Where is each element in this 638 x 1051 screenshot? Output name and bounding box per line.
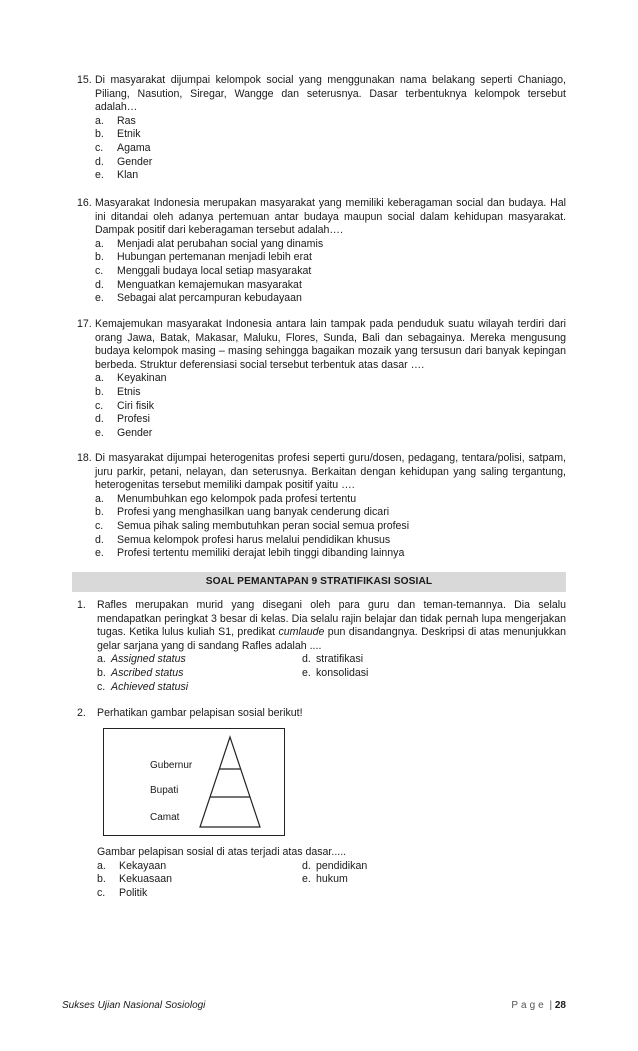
option-e[interactable]: [95, 292, 566, 306]
options-grid: [97, 653, 566, 694]
options-list: [95, 115, 566, 183]
option-text: stratifikasi: [316, 653, 364, 666]
options-list: [95, 493, 566, 561]
option-text: Ciri fisik: [117, 399, 155, 412]
option-c[interactable]: [95, 400, 566, 414]
option-text: Profesi: [117, 413, 150, 426]
option-letter: a.: [95, 492, 104, 505]
option-d[interactable]: [95, 534, 566, 548]
option-letter: d.: [95, 155, 104, 168]
option-text: Etnik: [117, 128, 141, 141]
option-letter: c.: [95, 519, 104, 532]
option-text: Klan: [117, 169, 139, 182]
question-stem: Kemajemukan masyarakat Indonesia antara lain tampak pada penduduk suatu wilayah terdiri dari orang Jawa, Batak, Makasar, Maluku, Flores, Sunda, Bali dan sebagainya. Mereka mengusung budaya kelompok masing – masing sehingga bagaikan mozaik yang tersusun dari banyak kepingan berbeda. Struktur deferensiasi social tersebut terbentuk atas dasar ….: [95, 318, 566, 371]
option-letter: d.: [95, 533, 104, 546]
option-text: Profesi yang menghasilkan uang banyak cenderung dicari: [117, 506, 390, 519]
section-question-2-body: [77, 846, 566, 900]
pyramid-diagram: [104, 729, 284, 835]
page-number: 28: [554, 1000, 566, 1011]
option-letter: c.: [95, 264, 104, 277]
option-text: Keyakinan: [117, 372, 167, 385]
option-b[interactable]: [95, 386, 566, 400]
question-number: 18.: [77, 452, 92, 464]
option-a[interactable]: [95, 493, 566, 507]
option-a[interactable]: [95, 238, 566, 252]
options-grid: [97, 860, 566, 901]
stratification-figure: [103, 728, 285, 836]
option-d[interactable]: [95, 156, 566, 170]
option-letter: e.: [95, 169, 104, 182]
option-a[interactable]: [95, 372, 566, 386]
option-letter: b.: [95, 385, 104, 398]
option-text: Kekayaan: [119, 859, 167, 872]
option-letter: e.: [302, 873, 311, 886]
question-15: [77, 74, 566, 183]
option-letter: a.: [95, 237, 104, 250]
question-16: [77, 197, 566, 306]
option-text: Semua kelompok profesi harus melalui pendidikan khusus: [117, 533, 391, 546]
option-e[interactable]: [302, 667, 502, 681]
stem-text: Rafles merupakan murid yang disegani oleh para guru dan teman-temannya. Dia selalu mendapatkan peringkat 3 besar di kelas. Dia selalu rajin belajar dan tidak pernah lupa mengerjakan tugas. Ketika lulus kuliah S1, predikat: [97, 599, 566, 639]
question-stem: Perhatikan gambar pelapisan sosial berikut!: [97, 707, 303, 719]
option-text: Hubungan pertemanan menjadi lebih erat: [117, 251, 312, 264]
option-letter: c.: [95, 141, 104, 154]
option-letter: c.: [95, 399, 104, 412]
option-text: Etnis: [117, 385, 141, 398]
question-17: [77, 318, 566, 440]
option-text: Kekuasaan: [119, 873, 173, 886]
stem-emphasis: cumlaude: [278, 626, 325, 639]
question-number: 17.: [77, 318, 92, 330]
question-18: [77, 452, 566, 561]
option-text: Profesi tertentu memiliki derajat lebih tinggi dibanding lainnya: [117, 547, 405, 560]
pyramid-label-camat: Camat: [150, 812, 180, 823]
option-b[interactable]: [97, 873, 302, 887]
option-text: pendidikan: [316, 859, 368, 872]
stem-text: pun disandangnya. Deskripsi di atas menunjukkan gelar sarjana yang di sandang Rafles adalah ....: [97, 626, 566, 652]
option-letter: c.: [97, 680, 106, 693]
section-question-2: [77, 707, 566, 721]
option-b[interactable]: [95, 251, 566, 265]
option-letter: a.: [95, 114, 104, 127]
option-text: hukum: [316, 873, 348, 886]
page-word: Page: [511, 1000, 547, 1011]
option-text: Menguatkan kemajemukan masyarakat: [117, 278, 302, 291]
option-letter: a.: [95, 372, 104, 385]
question-number: 2.: [77, 707, 86, 719]
option-letter: d.: [95, 278, 104, 291]
option-a[interactable]: [95, 115, 566, 129]
options-list: [95, 238, 566, 306]
option-letter: b.: [97, 666, 106, 679]
option-letter: a.: [97, 859, 106, 872]
question-stem: Di masyarakat dijumpai heterogenitas profesi seperti guru/dosen, pedagang, tentara/polisi, satpam, juru parkir, petani, nelayan, dan seterusnya. Berkaitan dengan kehidupan yang saling tergantung, heterogenitas tersebut memiliki dampak positif yaitu ….: [95, 452, 566, 492]
option-text: Assigned status: [111, 653, 186, 666]
option-letter: e.: [302, 666, 311, 679]
option-letter: b.: [95, 506, 104, 519]
option-d[interactable]: [95, 279, 566, 293]
option-letter: b.: [97, 873, 106, 886]
option-text: Semua pihak saling membutuhkan peran social semua profesi: [117, 519, 410, 532]
option-letter: e.: [95, 426, 104, 439]
option-letter: a.: [97, 653, 106, 666]
option-text: Agama: [117, 141, 151, 154]
option-d[interactable]: [302, 653, 502, 667]
option-e[interactable]: [95, 547, 566, 561]
footer-book-title: Sukses Ujian Nasional Sosiologi: [62, 1000, 206, 1011]
option-letter: e.: [95, 292, 104, 305]
option-letter: e.: [95, 547, 104, 560]
question-stem: Masyarakat Indonesia merupakan masyarakat yang memiliki keberagaman social dan budaya. Hal ini ditandai oleh adanya pertemuan antar budaya maupun social dalam kehidupan masyarakat. Dampak positif dari keberagaman tersebut adalah….: [95, 197, 566, 237]
question-stem: Di masyarakat dijumpai kelompok social yang menggunakan nama belakang seperti Chaniago, Piliang, Nasution, Siregar, Wangge dan seterusnya. Dasar terbentuknya kelompok tersebut adalah…: [95, 74, 566, 114]
option-text: Gender: [117, 155, 153, 168]
pyramid-label-gubernur: Gubernur: [150, 760, 193, 771]
option-text: Achieved statusi: [111, 680, 189, 693]
option-text: Sebagai alat percampuran kebudayaan: [117, 292, 302, 305]
option-b[interactable]: [95, 128, 566, 142]
option-b[interactable]: [97, 667, 302, 681]
question-number: 16.: [77, 197, 92, 209]
option-c[interactable]: [97, 887, 302, 901]
option-letter: c.: [97, 886, 106, 899]
question-text: Gambar pelapisan sosial di atas terjadi atas dasar.....: [97, 846, 347, 858]
options-list: [95, 372, 566, 440]
option-text: Menggali budaya local setiap masyarakat: [117, 264, 312, 277]
question-stem: [97, 599, 566, 653]
option-letter: b.: [95, 251, 104, 264]
option-text: Menjadi alat perubahan social yang dinamis: [117, 237, 324, 250]
footer-page-indicator: [511, 1000, 566, 1011]
option-e[interactable]: [95, 169, 566, 183]
option-text: Menumbuhkan ego kelompok pada profesi tertentu: [117, 492, 357, 505]
option-c[interactable]: [95, 265, 566, 279]
option-letter: b.: [95, 128, 104, 141]
question-number: 1.: [77, 599, 86, 611]
question-number: 15.: [77, 74, 92, 86]
option-text: konsolidasi: [316, 666, 369, 679]
page-separator: |: [549, 1000, 553, 1011]
option-d[interactable]: [95, 413, 566, 427]
pyramid-label-bupati: Bupati: [150, 785, 179, 796]
option-d[interactable]: [302, 860, 502, 874]
option-text: Ras: [117, 114, 136, 127]
option-letter: d.: [302, 653, 311, 666]
option-c[interactable]: [97, 681, 302, 695]
section-banner: SOAL PEMANTAPAN 9 STRATIFIKASI SOSIAL: [72, 572, 566, 592]
option-e[interactable]: [95, 427, 566, 441]
option-a[interactable]: [97, 860, 302, 874]
option-c[interactable]: [95, 142, 566, 156]
option-text: Politik: [119, 886, 148, 899]
option-c[interactable]: [95, 520, 566, 534]
option-text: Gender: [117, 426, 153, 439]
option-letter: d.: [95, 413, 104, 426]
option-e[interactable]: [302, 873, 502, 887]
option-a[interactable]: [97, 653, 302, 667]
option-letter: d.: [302, 859, 311, 872]
option-b[interactable]: [95, 506, 566, 520]
pyramid-outline: [200, 737, 260, 827]
section-question-1: [77, 599, 566, 694]
option-text: Ascribed status: [111, 666, 184, 679]
